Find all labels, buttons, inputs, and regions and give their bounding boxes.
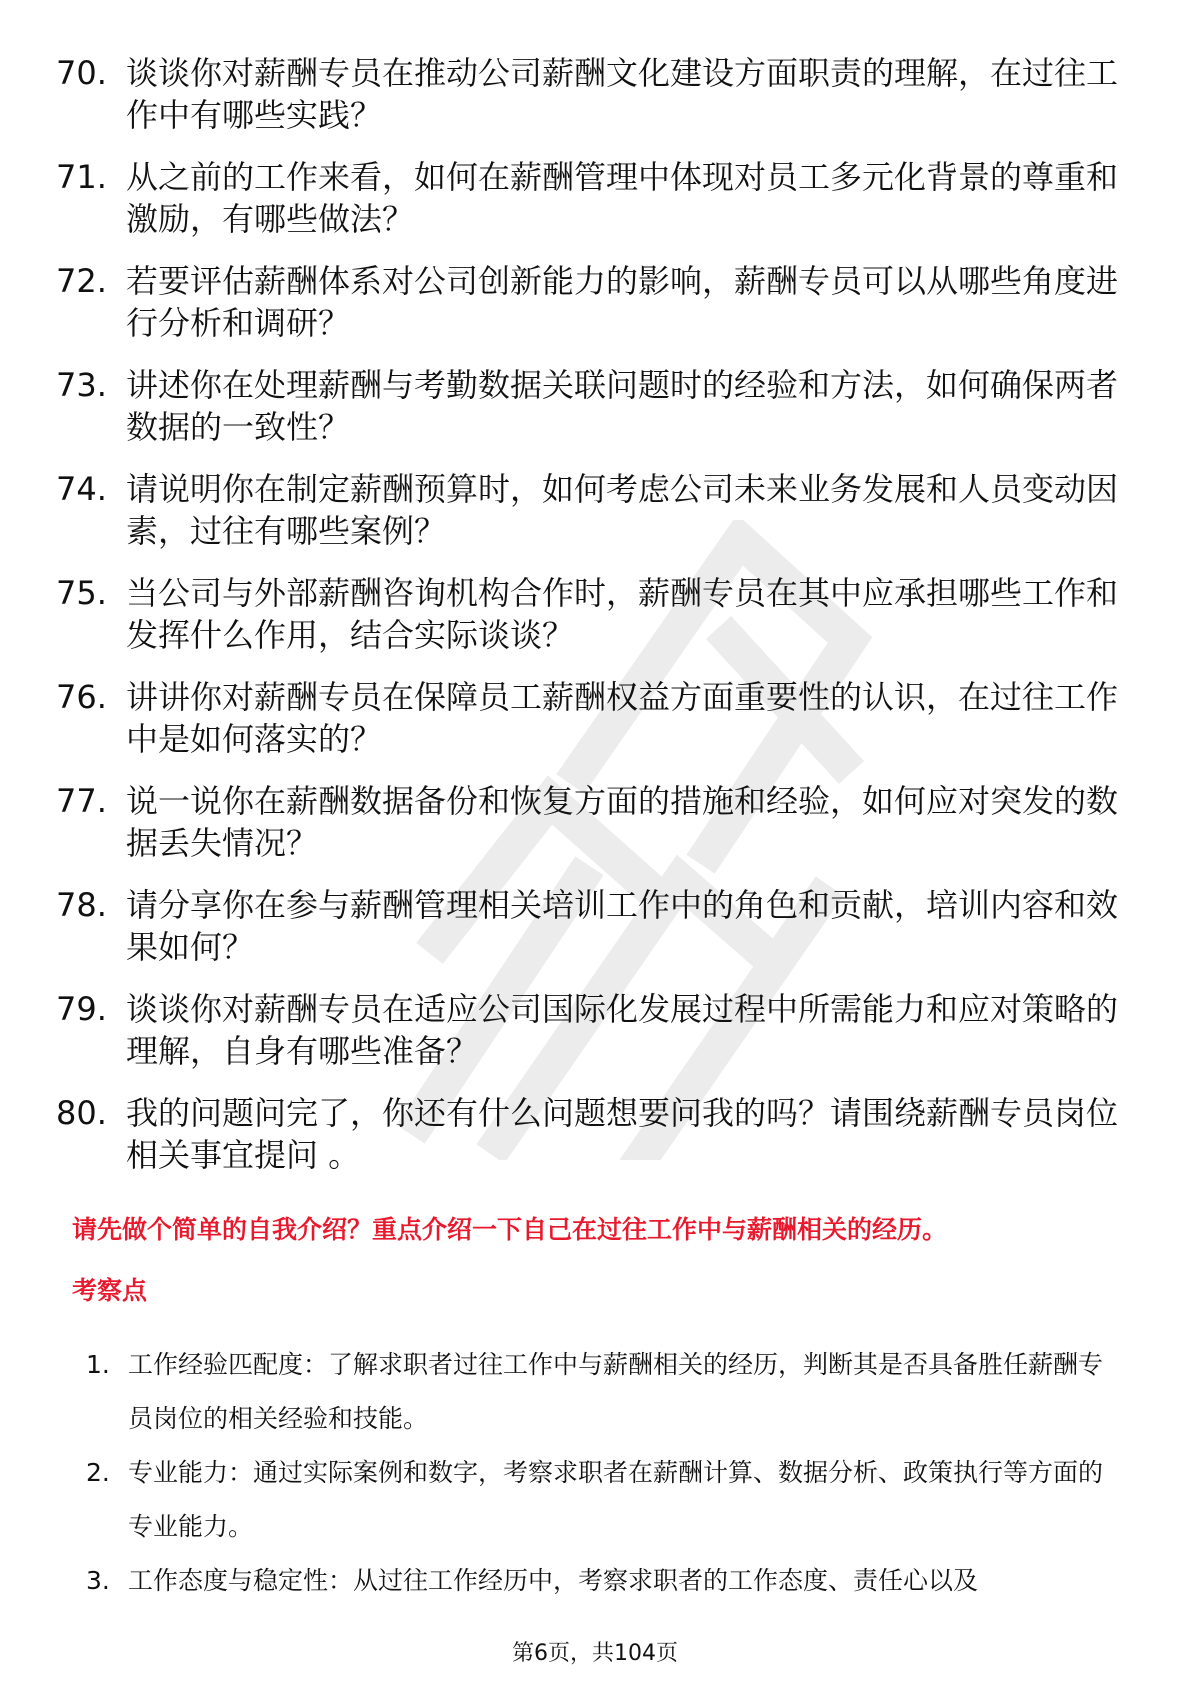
highlight-question: 请先做个简单的自我介绍？重点介绍一下自己在过往工作中与薪酬相关的经历。: [72, 1215, 948, 1244]
question-text: 讲述你在处理薪酬与考勤数据关联问题时的经验和方法，如何确保两者数据的一致性？: [126, 366, 1119, 446]
question-text: 谈谈你对薪酬专员在适应公司国际化发展过程中所需能力和应对策略的理解，自身有哪些准备？: [126, 990, 1119, 1070]
list-item: [56, 468, 1136, 552]
question-number: 78.: [56, 886, 107, 924]
list-item: [56, 572, 1136, 656]
question-text: 请分享你在参与薪酬管理相关培训工作中的角色和贡献，培训内容和效果如何？: [126, 886, 1119, 966]
question-number: 71.: [56, 158, 107, 196]
point-number: 3.: [86, 1566, 110, 1595]
list-item: [86, 1446, 1126, 1554]
question-number: 80.: [56, 1094, 107, 1132]
question-number: 73.: [56, 366, 107, 404]
question-text: 当公司与外部薪酬咨询机构合作时，薪酬专员在其中应承担哪些工作和发挥什么作用，结合实际谈谈？: [126, 574, 1119, 654]
list-item: [56, 780, 1136, 864]
question-number: 77.: [56, 782, 107, 820]
list-item: [56, 52, 1136, 136]
list-item: [56, 676, 1136, 760]
question-text: 讲讲你对薪酬专员在保障员工薪酬权益方面重要性的认识，在过往工作中是如何落实的？: [126, 678, 1119, 758]
question-number: 79.: [56, 990, 107, 1028]
question-number: 72.: [56, 262, 107, 300]
question-text: 我的问题问完了，你还有什么问题想要问我的吗？请围绕薪酬专员岗位相关事宜提问 。: [126, 1094, 1119, 1174]
question-text: 谈谈你对薪酬专员在推动公司薪酬文化建设方面职责的理解，在过往工作中有哪些实践？: [126, 54, 1119, 134]
evaluation-points: [86, 1338, 1126, 1608]
page-footer: 第6页，共104页: [512, 1641, 678, 1666]
list-item: [56, 364, 1136, 448]
point-number: 1.: [86, 1350, 110, 1379]
question-number: 74.: [56, 470, 107, 508]
question-text: 请说明你在制定薪酬预算时，如何考虑公司未来业务发展和人员变动因素，过往有哪些案例？: [126, 470, 1119, 550]
question-text: 若要评估薪酬体系对公司创新能力的影响，薪酬专员可以从哪些角度进行分析和调研？: [126, 262, 1119, 342]
list-item: [56, 988, 1136, 1072]
question-number: 76.: [56, 678, 107, 716]
question-list: [56, 52, 1136, 1196]
list-item: [56, 884, 1136, 968]
question-text: 从之前的工作来看，如何在薪酬管理中体现对员工多元化背景的尊重和激励，有哪些做法？: [126, 158, 1119, 238]
list-item: [86, 1338, 1126, 1446]
point-text: 工作态度与稳定性：从过往工作经历中，考察求职者的工作态度、责任心以及: [128, 1566, 979, 1595]
question-text: 说一说你在薪酬数据备份和恢复方面的措施和经验，如何应对突发的数据丢失情况？: [126, 782, 1119, 862]
question-number: 75.: [56, 574, 107, 612]
list-item: [86, 1554, 1126, 1608]
section-title: 考察点: [72, 1276, 148, 1305]
list-item: [56, 156, 1136, 240]
list-item: [56, 1092, 1136, 1176]
list-item: [56, 260, 1136, 344]
question-number: 70.: [56, 54, 107, 92]
point-text: 专业能力：通过实际案例和数字，考察求职者在薪酬计算、数据分析、政策执行等方面的专业能力。: [128, 1458, 1104, 1541]
point-text: 工作经验匹配度：了解求职者过往工作中与薪酬相关的经历，判断其是否具备胜任薪酬专员岗位的相关经验和技能。: [128, 1350, 1104, 1433]
point-number: 2.: [86, 1458, 110, 1487]
